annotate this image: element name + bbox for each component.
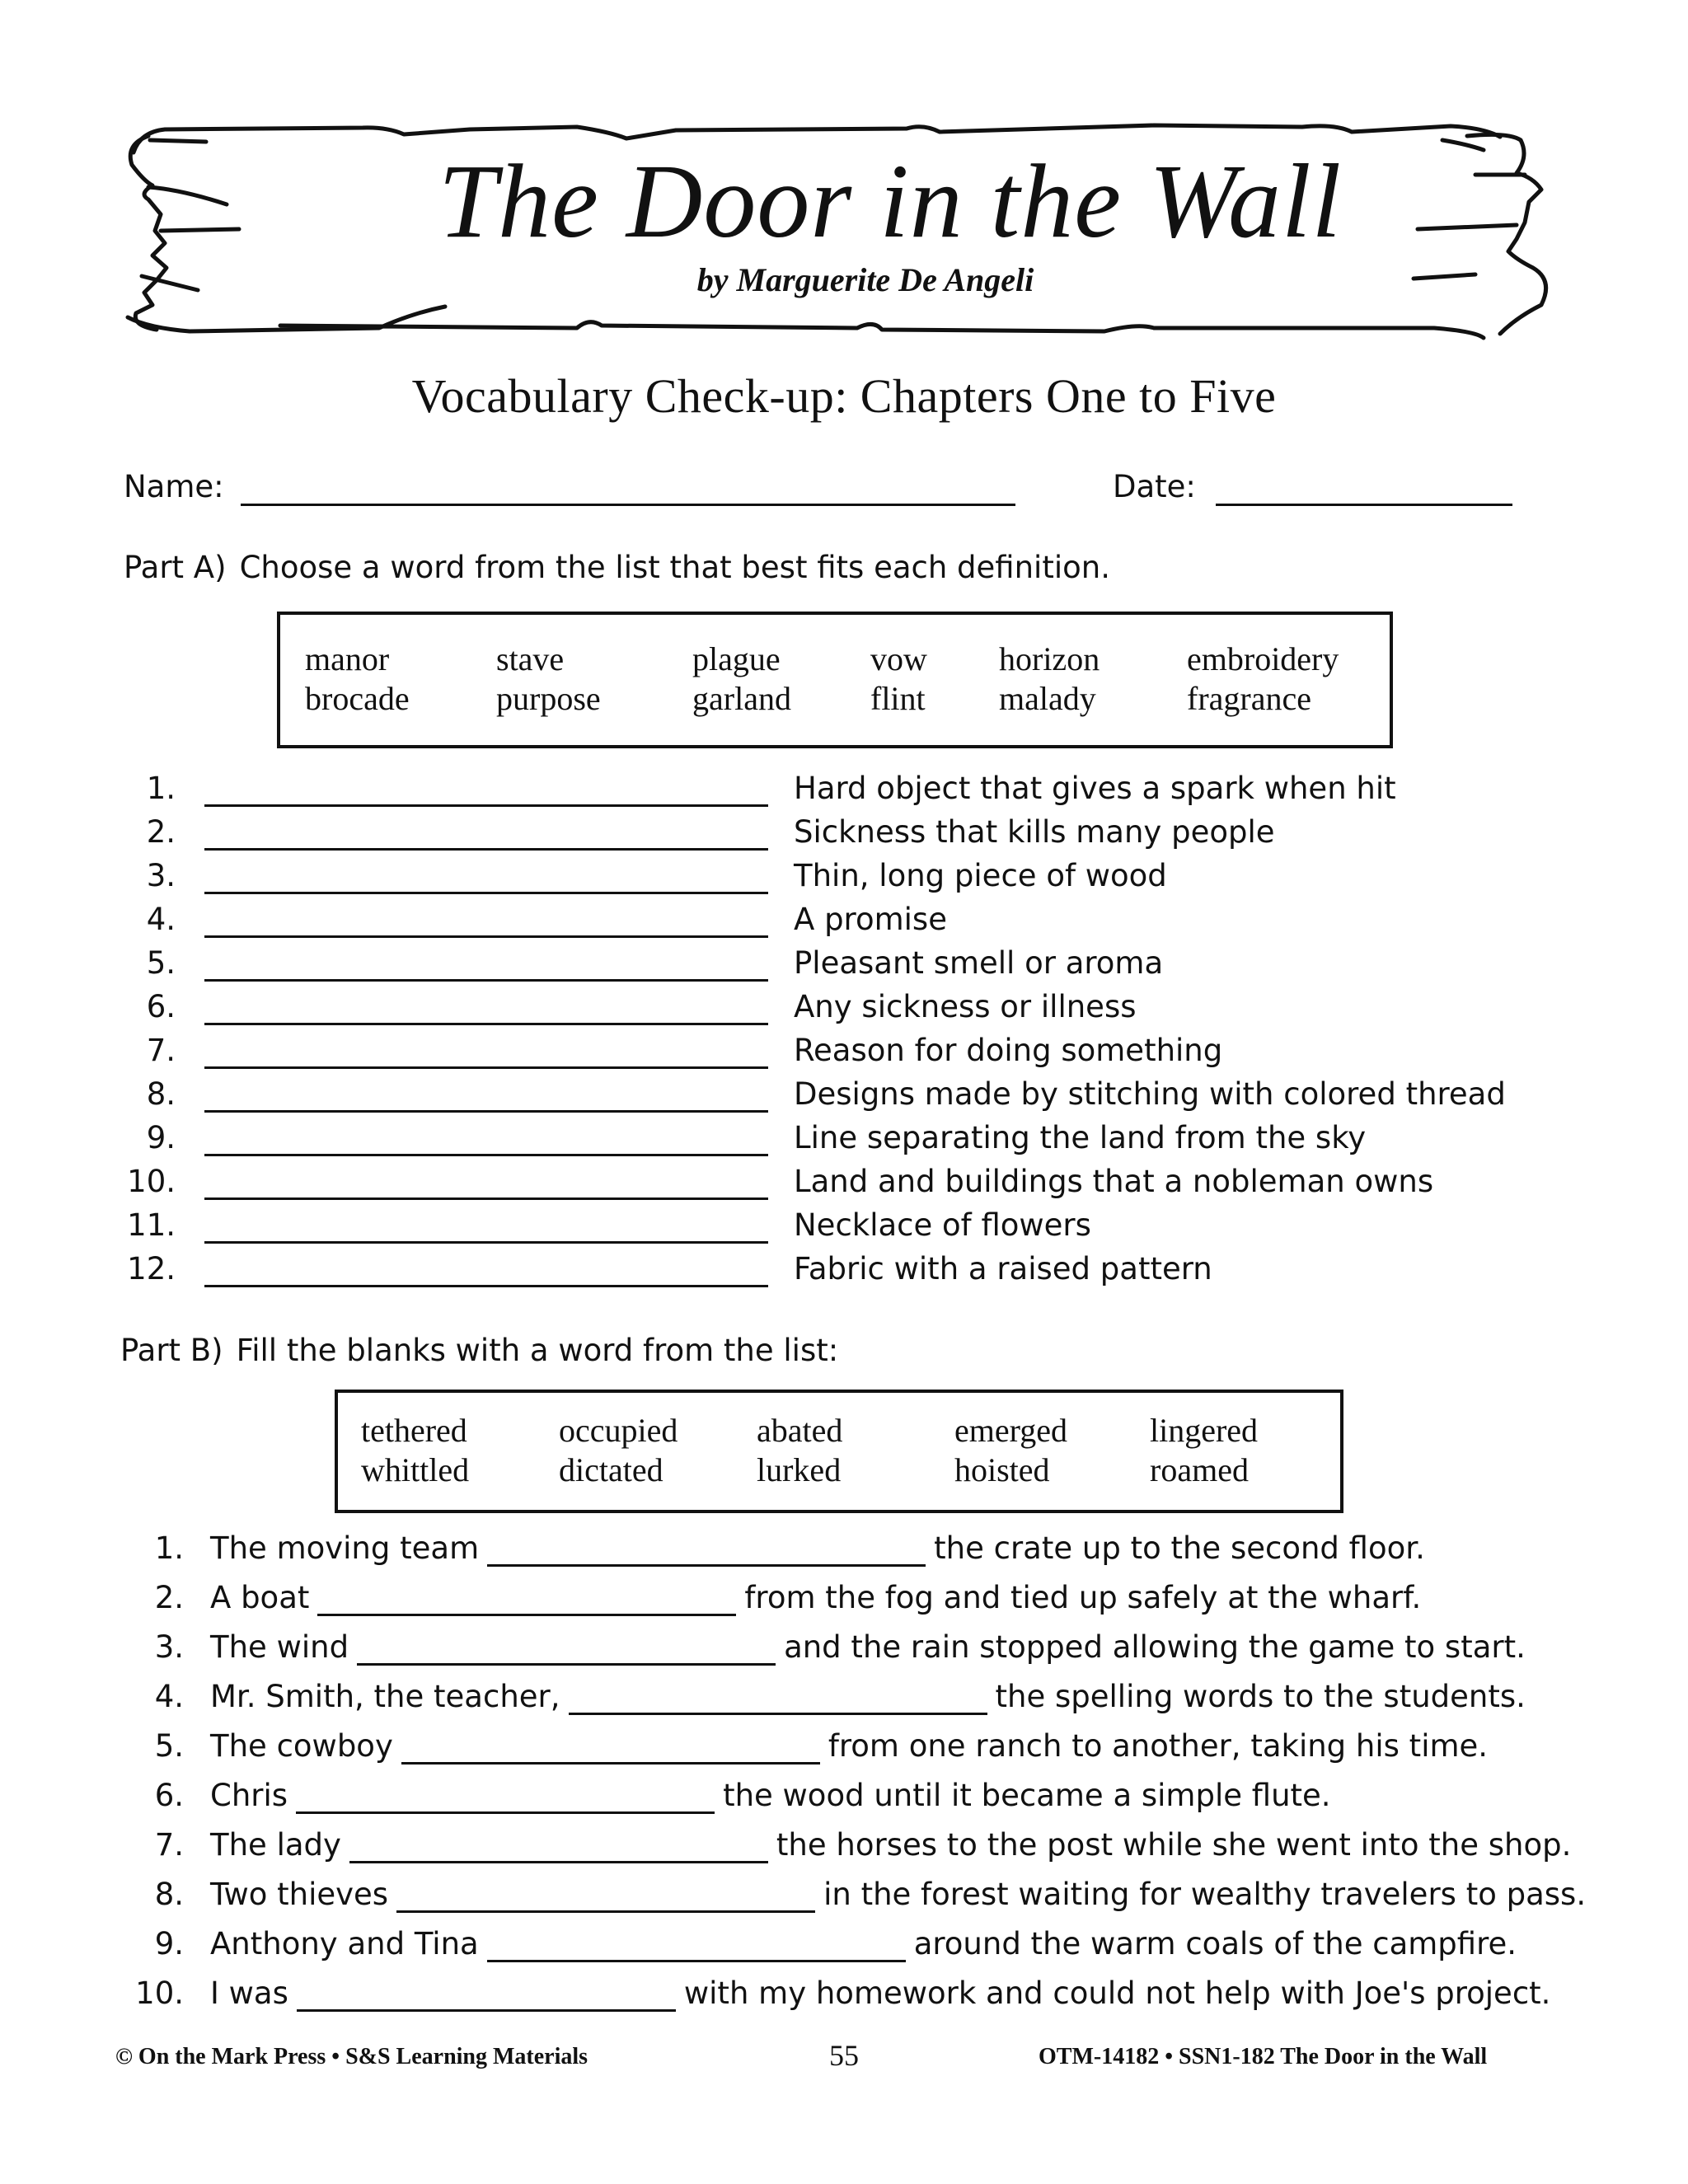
- item-number: 2.: [154, 1580, 184, 1615]
- part-a-item: [0, 1030, 1688, 1074]
- word-bank-item: brocade: [305, 680, 410, 717]
- part-b-item: [0, 1823, 1688, 1872]
- answer-blank[interactable]: [357, 1663, 776, 1666]
- product-code: OTM-14182 • SSN1-182 The Door in the Wall: [1039, 2044, 1488, 2069]
- part-a-item: [0, 1205, 1688, 1249]
- word-bank-item: dictated: [559, 1451, 663, 1488]
- sentence: [210, 1879, 1586, 1910]
- item-number: 2.: [146, 814, 176, 850]
- part-a-item: [0, 812, 1688, 855]
- part-a-item: [0, 768, 1688, 812]
- sentence-start: Chris: [210, 1778, 288, 1813]
- part-b-item: [0, 1774, 1688, 1823]
- sentence-start: The moving team: [210, 1530, 480, 1566]
- word-bank-item: embroidery: [1187, 640, 1339, 677]
- part-a-instruction-text: Choose a word from the list that best fits each definition.: [239, 550, 1110, 585]
- item-number: 8.: [154, 1877, 184, 1912]
- definition-text: Any sickness or illness: [794, 989, 1137, 1024]
- part-a-item: [0, 943, 1688, 987]
- word-bank-item: occupied: [559, 1412, 678, 1449]
- item-number: 1.: [154, 1530, 184, 1566]
- part-a-item: [0, 1074, 1688, 1118]
- answer-blank[interactable]: [204, 1241, 768, 1244]
- item-number: 3.: [154, 1629, 184, 1665]
- sentence: [210, 1681, 1526, 1712]
- item-number: 4.: [146, 902, 176, 937]
- word-bank-item: garland: [692, 680, 791, 717]
- part-b-item: [0, 1971, 1688, 2021]
- part-b-instruction-text: Fill the blanks with a word from the list:: [236, 1333, 839, 1368]
- answer-blank[interactable]: [569, 1713, 987, 1715]
- answer-blank[interactable]: [317, 1614, 736, 1616]
- definition-text: Line separating the land from the sky: [794, 1120, 1367, 1155]
- word-bank-item: vow: [870, 640, 927, 677]
- word-bank-item: malady: [999, 680, 1096, 717]
- answer-blank[interactable]: [204, 804, 768, 807]
- item-number: 6.: [154, 1778, 184, 1813]
- answer-blank[interactable]: [204, 935, 768, 938]
- answer-blank[interactable]: [204, 1110, 768, 1113]
- part-b-item: [0, 1576, 1688, 1625]
- part-a-item: [0, 899, 1688, 943]
- part-b-tag: Part B): [120, 1333, 223, 1368]
- answer-blank[interactable]: [396, 1910, 815, 1913]
- definition-text: Reason for doing something: [794, 1033, 1223, 1068]
- item-number: 11.: [127, 1207, 176, 1243]
- sentence-end: the crate up to the second floor.: [934, 1530, 1425, 1566]
- part-a-item: [0, 987, 1688, 1030]
- sentence: [210, 1975, 1551, 2011]
- answer-blank[interactable]: [487, 1564, 926, 1567]
- answer-blank[interactable]: [204, 848, 768, 851]
- sentence-end: in the forest waiting for wealthy travelers to pass.: [823, 1877, 1587, 1912]
- part-b-item: [0, 1872, 1688, 1922]
- sentence: [210, 1530, 1425, 1566]
- definition-text: Pleasant smell or aroma: [794, 945, 1164, 981]
- sentence-end: with my homework and could not help with Joe's project.: [683, 1975, 1551, 2011]
- sentence-end: the horses to the post while she went into the shop.: [776, 1827, 1572, 1863]
- item-number: 7.: [154, 1827, 184, 1863]
- name-label: Name:: [124, 469, 224, 504]
- item-number: 6.: [146, 989, 176, 1024]
- sentence: [210, 1780, 1331, 1811]
- part-a-item: [0, 1249, 1688, 1292]
- sentence-end: from the fog and tied up safely at the wharf.: [744, 1580, 1422, 1615]
- word-bank-item: abated: [757, 1412, 843, 1449]
- sentence-end: from one ranch to another, taking his time.: [828, 1728, 1489, 1764]
- definition-text: Thin, long piece of wood: [794, 858, 1167, 893]
- item-number: 4.: [154, 1679, 184, 1714]
- sentence-start: The wind: [210, 1629, 349, 1665]
- part-b-item: [0, 1526, 1688, 1576]
- sentence: [210, 1582, 1421, 1613]
- part-a-item: [0, 1161, 1688, 1205]
- worksheet-subtitle: Vocabulary Check-up: Chapters One to Five: [411, 369, 1277, 423]
- item-number: 9.: [146, 1120, 176, 1155]
- title-banner: [115, 107, 1566, 354]
- part-a-item: [0, 855, 1688, 899]
- part-b-word-bank: [335, 1390, 1343, 1513]
- item-number: 3.: [146, 858, 176, 893]
- sentence: [210, 1629, 1526, 1665]
- item-number: 5.: [154, 1728, 184, 1764]
- part-a-item: [0, 1118, 1688, 1161]
- sentence-end: and the rain stopped allowing the game to start.: [784, 1629, 1526, 1665]
- item-number: 9.: [154, 1926, 184, 1961]
- sentence: [210, 1926, 1517, 1961]
- sentence-end: the spelling words to the students.: [995, 1679, 1526, 1714]
- item-number: 7.: [146, 1033, 176, 1068]
- sentence-start: Mr. Smith, the teacher,: [210, 1679, 560, 1714]
- word-bank-item: plague: [692, 640, 781, 677]
- answer-blank[interactable]: [297, 2009, 676, 2012]
- sentence: [210, 1728, 1489, 1764]
- worksheet-title: The Door in the Wall: [438, 143, 1343, 260]
- sentence: [210, 1827, 1572, 1863]
- sentence-start: I was: [210, 1975, 288, 2011]
- word-bank-item: horizon: [999, 640, 1100, 677]
- sentence-start: Two thieves: [210, 1877, 389, 1912]
- definition-text: A promise: [794, 902, 947, 937]
- item-number: 8.: [146, 1076, 176, 1112]
- word-bank-item: roamed: [1150, 1451, 1249, 1488]
- author-byline: by Marguerite De Angeli: [696, 261, 1034, 298]
- answer-blank[interactable]: [401, 1762, 820, 1765]
- word-bank-item: fragrance: [1187, 680, 1311, 717]
- item-number: 10.: [127, 1164, 176, 1199]
- part-a-tag: Part A): [124, 550, 227, 585]
- word-bank-item: stave: [496, 640, 565, 677]
- word-bank-item: emerged: [954, 1412, 1067, 1449]
- name-field[interactable]: [241, 504, 1015, 506]
- word-bank-item: whittled: [361, 1451, 470, 1488]
- sentence-start: A boat: [210, 1580, 310, 1615]
- page-number: 55: [829, 2039, 859, 2072]
- item-number: 10.: [135, 1975, 184, 2011]
- definition-text: Designs made by stitching with colored thread: [794, 1076, 1506, 1112]
- sentence-end: the wood until it became a simple flute.: [723, 1778, 1331, 1813]
- word-bank-item: tethered: [361, 1412, 467, 1449]
- item-number: 1.: [146, 771, 176, 806]
- definition-text: Necklace of flowers: [794, 1207, 1091, 1243]
- part-b-item: [0, 1625, 1688, 1675]
- part-b-item: [0, 1724, 1688, 1774]
- sentence-start: The lady: [210, 1827, 341, 1863]
- answer-blank[interactable]: [296, 1811, 715, 1814]
- item-number: 12.: [127, 1251, 176, 1286]
- answer-blank[interactable]: [204, 1197, 768, 1200]
- part-a-instructions: [124, 552, 1110, 583]
- part-b-item: [0, 1675, 1688, 1724]
- definition-text: Hard object that gives a spark when hit: [794, 771, 1396, 806]
- answer-blank[interactable]: [349, 1861, 768, 1863]
- answer-blank[interactable]: [487, 1960, 906, 1962]
- answer-blank[interactable]: [204, 1285, 768, 1287]
- answer-blank[interactable]: [204, 1154, 768, 1156]
- word-bank-item: lurked: [757, 1451, 842, 1488]
- answer-blank[interactable]: [204, 1023, 768, 1025]
- word-bank-item: lingered: [1150, 1412, 1259, 1449]
- part-b-instructions: [120, 1335, 838, 1366]
- part-b-item: [0, 1922, 1688, 1971]
- definition-text: Sickness that kills many people: [794, 814, 1275, 850]
- word-bank-item: hoisted: [954, 1451, 1050, 1488]
- answer-blank[interactable]: [204, 892, 768, 894]
- date-field[interactable]: [1216, 504, 1512, 506]
- sentence-end: around the warm coals of the campfire.: [913, 1926, 1517, 1961]
- part-a-word-bank: [277, 612, 1393, 748]
- copyright-notice: © On the Mark Press • S&S Learning Materials: [115, 2044, 588, 2069]
- answer-blank[interactable]: [204, 1066, 768, 1069]
- sentence-start: The cowboy: [210, 1728, 393, 1764]
- item-number: 5.: [146, 945, 176, 981]
- sentence-start: Anthony and Tina: [210, 1926, 479, 1961]
- answer-blank[interactable]: [204, 979, 768, 982]
- word-bank-item: manor: [305, 640, 390, 677]
- definition-text: Land and buildings that a nobleman owns: [794, 1164, 1434, 1199]
- definition-text: Fabric with a raised pattern: [794, 1251, 1212, 1286]
- date-label: Date:: [1113, 469, 1196, 504]
- word-bank-item: flint: [870, 680, 926, 717]
- word-bank-item: purpose: [496, 680, 601, 717]
